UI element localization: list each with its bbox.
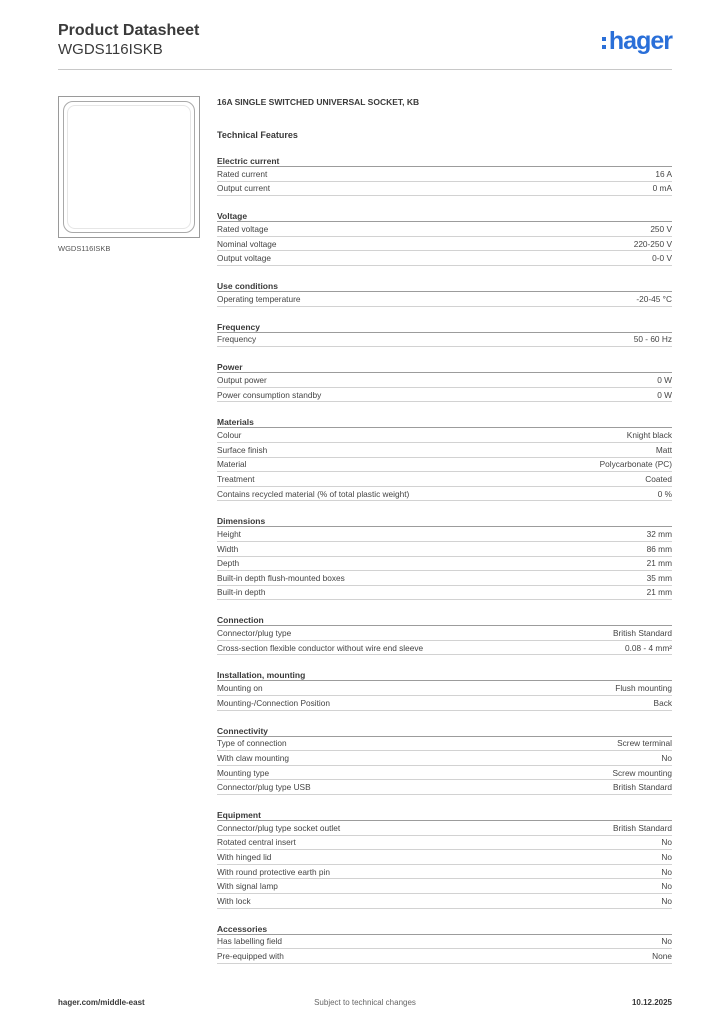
spec-value: No bbox=[661, 881, 672, 892]
spec-row bbox=[217, 557, 672, 572]
spec-value: Flush mounting bbox=[615, 683, 672, 694]
spec-label: Nominal voltage bbox=[217, 238, 277, 249]
spec-label: Frequency bbox=[217, 334, 257, 345]
spec-label: With claw mounting bbox=[217, 753, 289, 764]
spec-value: No bbox=[661, 936, 672, 947]
technical-content bbox=[217, 97, 672, 964]
logo-dots-icon bbox=[602, 37, 606, 49]
header-divider bbox=[58, 69, 672, 70]
spec-value: 250 V bbox=[650, 223, 672, 234]
feature-section bbox=[217, 155, 672, 196]
spec-row bbox=[217, 586, 672, 601]
spec-value: No bbox=[661, 852, 672, 863]
spec-row bbox=[217, 894, 672, 909]
feature-section bbox=[217, 725, 672, 795]
spec-value: British Standard bbox=[612, 782, 672, 793]
feature-section bbox=[217, 280, 672, 307]
spec-value: 35 mm bbox=[646, 572, 672, 583]
footer-date: 10.12.2025 bbox=[631, 998, 672, 1007]
spec-value: 16 A bbox=[655, 168, 672, 179]
spec-label: Type of connection bbox=[217, 738, 287, 749]
spec-label: Output current bbox=[217, 183, 271, 194]
feature-sections bbox=[217, 155, 672, 964]
spec-value: 0-0 V bbox=[652, 253, 672, 264]
feature-section bbox=[217, 515, 672, 600]
page-header bbox=[58, 22, 672, 70]
spec-value: No bbox=[661, 753, 672, 764]
spec-row bbox=[217, 237, 672, 252]
feature-section bbox=[217, 809, 672, 909]
product-image bbox=[58, 96, 200, 238]
spec-value: No bbox=[661, 895, 672, 906]
spec-label: Has labelling field bbox=[217, 936, 283, 947]
spec-label: Treatment bbox=[217, 473, 255, 484]
spec-row bbox=[217, 737, 672, 752]
spec-label: Mounting on bbox=[217, 683, 263, 694]
spec-label: Contains recycled material (% of total plastic weight) bbox=[217, 488, 410, 499]
spec-value: 86 mm bbox=[646, 543, 672, 554]
section-title: Materials bbox=[217, 416, 672, 428]
spec-label: Connector/plug type socket outlet bbox=[217, 822, 341, 833]
spec-row bbox=[217, 333, 672, 348]
spec-row bbox=[217, 292, 672, 307]
spec-label: Rated current bbox=[217, 168, 268, 179]
hager-logo[interactable] bbox=[602, 26, 672, 56]
feature-section bbox=[217, 361, 672, 402]
spec-row bbox=[217, 542, 672, 557]
section-title: Power bbox=[217, 361, 672, 373]
spec-row bbox=[217, 251, 672, 266]
spec-label: Power consumption standby bbox=[217, 389, 322, 400]
spec-value: -20-45 °C bbox=[636, 293, 672, 304]
spec-value: British Standard bbox=[612, 628, 672, 639]
spec-value: 50 - 60 Hz bbox=[633, 334, 672, 345]
spec-row bbox=[217, 696, 672, 711]
spec-label: Surface finish bbox=[217, 444, 268, 455]
spec-row bbox=[217, 681, 672, 696]
spec-row bbox=[217, 780, 672, 795]
spec-value: Coated bbox=[645, 473, 672, 484]
spec-value: 0 W bbox=[657, 389, 672, 400]
spec-label: Connector/plug type bbox=[217, 628, 292, 639]
spec-value: No bbox=[661, 837, 672, 848]
spec-row bbox=[217, 821, 672, 836]
spec-label: Depth bbox=[217, 558, 240, 569]
spec-value: Matt bbox=[655, 444, 672, 455]
spec-value: 0.08 - 4 mm² bbox=[624, 642, 672, 653]
spec-label: Rated voltage bbox=[217, 223, 269, 234]
spec-value: Screw terminal bbox=[617, 738, 672, 749]
socket-plate-illustration bbox=[63, 101, 195, 233]
product-reference: WGDS116ISKB bbox=[58, 41, 163, 58]
spec-value: None bbox=[652, 950, 672, 961]
spec-label: Mounting type bbox=[217, 767, 270, 778]
spec-value: Back bbox=[653, 697, 672, 708]
spec-value: Knight black bbox=[626, 430, 672, 441]
spec-row bbox=[217, 571, 672, 586]
spec-row bbox=[217, 222, 672, 237]
spec-row bbox=[217, 167, 672, 182]
spec-row bbox=[217, 879, 672, 894]
spec-label: Built-in depth bbox=[217, 587, 266, 598]
technical-features-heading: Technical Features bbox=[217, 130, 298, 140]
spec-label: Operating temperature bbox=[217, 293, 301, 304]
spec-label: Height bbox=[217, 529, 241, 540]
spec-label: With round protective earth pin bbox=[217, 866, 330, 877]
logo-text: hager bbox=[608, 26, 672, 55]
feature-section bbox=[217, 614, 672, 655]
section-title: Electric current bbox=[217, 155, 672, 167]
spec-row bbox=[217, 527, 672, 542]
section-title: Connectivity bbox=[217, 725, 672, 737]
feature-section bbox=[217, 416, 672, 501]
section-title: Dimensions bbox=[217, 515, 672, 527]
spec-value: 0 mA bbox=[652, 183, 672, 194]
page-footer bbox=[58, 998, 672, 1010]
spec-label: Pre-equipped with bbox=[217, 950, 284, 961]
section-title: Frequency bbox=[217, 321, 672, 333]
feature-section bbox=[217, 669, 672, 710]
spec-row bbox=[217, 949, 672, 964]
spec-row bbox=[217, 641, 672, 656]
spec-row bbox=[217, 487, 672, 502]
spec-label: With lock bbox=[217, 895, 251, 906]
spec-value: 220-250 V bbox=[633, 238, 672, 249]
spec-label: With hinged lid bbox=[217, 852, 272, 863]
spec-row bbox=[217, 472, 672, 487]
spec-row bbox=[217, 836, 672, 851]
spec-label: Mounting-/Connection Position bbox=[217, 697, 330, 708]
spec-row bbox=[217, 443, 672, 458]
spec-label: Output power bbox=[217, 374, 267, 385]
spec-row bbox=[217, 935, 672, 950]
spec-row bbox=[217, 428, 672, 443]
section-title: Use conditions bbox=[217, 280, 672, 292]
spec-label: Connector/plug type USB bbox=[217, 782, 311, 793]
spec-value: Screw mounting bbox=[612, 767, 672, 778]
product-image-caption: WGDS116ISKB bbox=[58, 244, 111, 253]
section-title: Voltage bbox=[217, 210, 672, 222]
product-name: 16A SINGLE SWITCHED UNIVERSAL SOCKET, KB bbox=[217, 97, 420, 107]
spec-label: Cross-section flexible conductor without wire end sleeve bbox=[217, 642, 424, 653]
spec-value: 0 W bbox=[657, 374, 672, 385]
spec-row bbox=[217, 388, 672, 403]
spec-value: 21 mm bbox=[646, 587, 672, 598]
spec-value: 0 % bbox=[657, 488, 672, 499]
spec-value: No bbox=[661, 866, 672, 877]
spec-row bbox=[217, 766, 672, 781]
spec-label: Rotated central insert bbox=[217, 837, 296, 848]
spec-row bbox=[217, 865, 672, 880]
spec-row bbox=[217, 626, 672, 641]
feature-section bbox=[217, 923, 672, 964]
section-title: Installation, mounting bbox=[217, 669, 672, 681]
spec-row bbox=[217, 458, 672, 473]
spec-row bbox=[217, 182, 672, 197]
spec-value: 21 mm bbox=[646, 558, 672, 569]
feature-section bbox=[217, 210, 672, 266]
footer-notice: Subject to technical changes bbox=[314, 998, 416, 1007]
spec-label: Width bbox=[217, 543, 239, 554]
footer-website-link[interactable]: hager.com/middle-east bbox=[58, 998, 145, 1007]
feature-section bbox=[217, 321, 672, 348]
spec-label: With signal lamp bbox=[217, 881, 278, 892]
spec-value: 32 mm bbox=[646, 529, 672, 540]
spec-row bbox=[217, 373, 672, 388]
spec-row bbox=[217, 751, 672, 766]
spec-value: Polycarbonate (PC) bbox=[599, 459, 672, 470]
section-title: Equipment bbox=[217, 809, 672, 821]
spec-label: Output voltage bbox=[217, 253, 271, 264]
spec-label: Built-in depth flush-mounted boxes bbox=[217, 572, 345, 583]
section-title: Accessories bbox=[217, 923, 672, 935]
document-title: Product Datasheet bbox=[58, 22, 200, 39]
spec-row bbox=[217, 850, 672, 865]
spec-label: Colour bbox=[217, 430, 242, 441]
section-title: Connection bbox=[217, 614, 672, 626]
spec-value: British Standard bbox=[612, 822, 672, 833]
spec-label: Material bbox=[217, 459, 247, 470]
